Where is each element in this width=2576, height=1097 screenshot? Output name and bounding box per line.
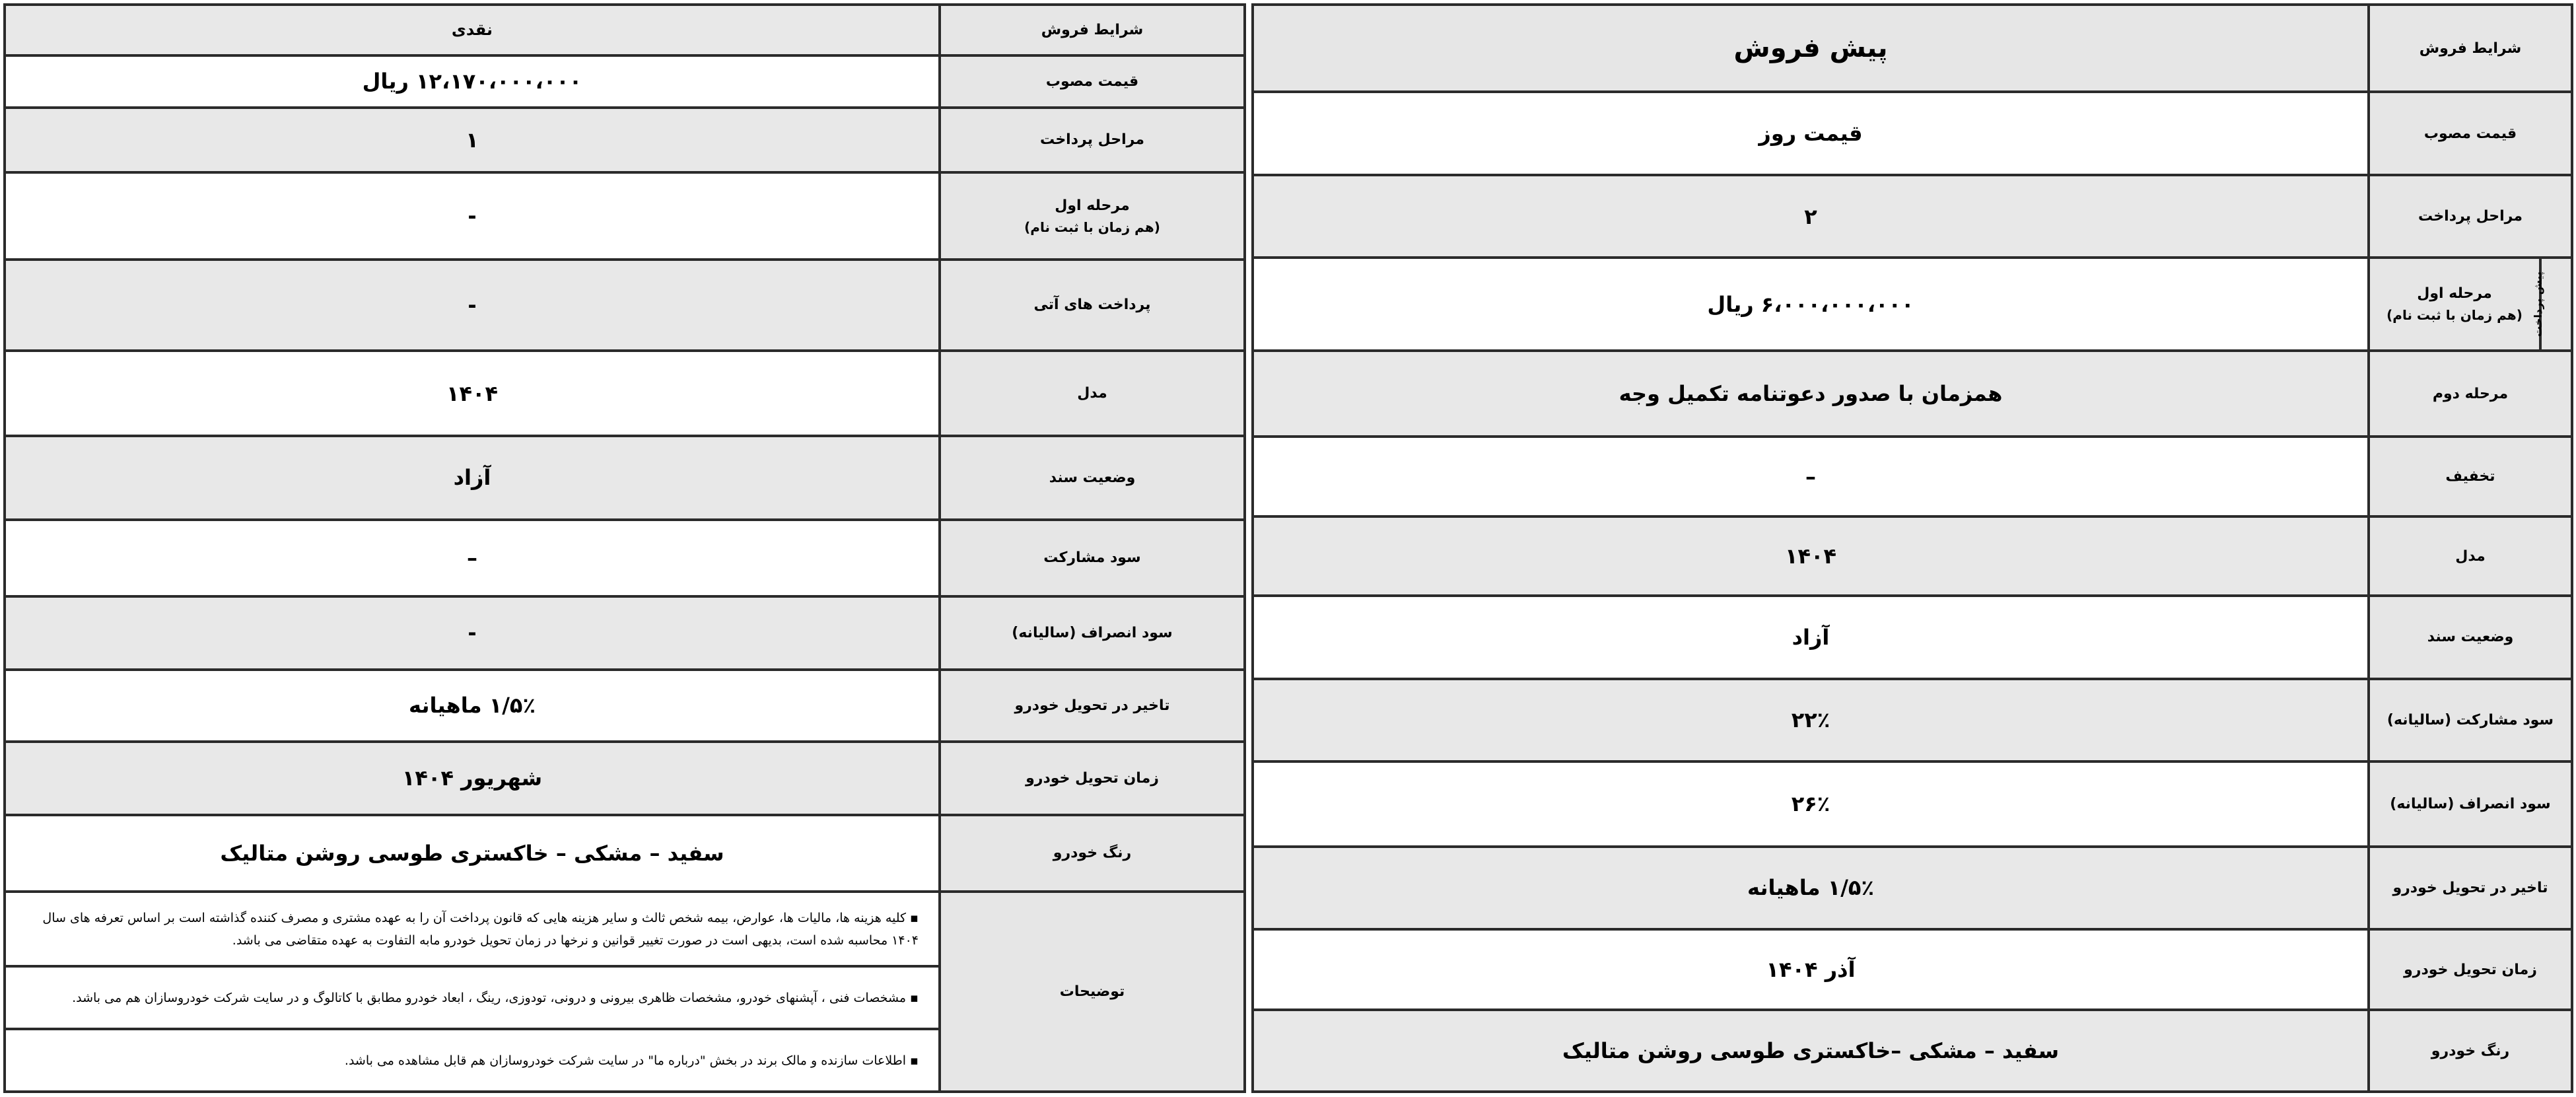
- table-row: [5, 742, 1245, 815]
- note-item: ▪ مشخصات فنی ، آپشنهای خودرو، مشخصات ظاهری بیرونی و درونی، تودوزی، رینگ ، ابعاد خودرو مطابق با کاتالوگ و در سایت شرکت خودروسازان هم می باشد.: [5, 966, 940, 1029]
- table-row: [1253, 847, 2572, 929]
- cash-delivery-delay-label: تاخیر در تحویل خودرو: [940, 670, 1245, 742]
- table-row: [5, 55, 1245, 108]
- cash-cancellation-profit-value: -: [5, 596, 940, 670]
- cash-model-label: مدل: [940, 351, 1245, 436]
- cash-delivery-time-label: زمان تحویل خودرو: [940, 742, 1245, 815]
- second-stage-label: مرحله دوم: [2369, 351, 2572, 437]
- discount-label: تخفیف: [2369, 437, 2572, 516]
- approved-price-value: قیمت روز: [1253, 92, 2369, 174]
- cancellation-profit-value: ۲۶٪: [1253, 761, 2369, 846]
- delivery-delay-value: ۱/۵٪ ماهیانه: [1253, 847, 2369, 929]
- table-row: [1253, 596, 2572, 678]
- delivery-time-label: زمان تحویل خودرو: [2369, 929, 2572, 1010]
- table-row: [1253, 258, 2572, 351]
- table-row: [1253, 437, 2572, 516]
- table-row: [5, 351, 1245, 436]
- table-row: [5, 172, 1245, 259]
- cash-notes-label: توضیحات: [940, 892, 1245, 1092]
- participation-profit-value: ۲۲٪: [1253, 679, 2369, 761]
- payment-stages-label: مراحل پرداخت: [2369, 175, 2572, 258]
- approved-price-label: قیمت مصوب: [2369, 92, 2572, 174]
- color-value: سفید – مشکی –خاکستری طوسی روشن متالیک: [1253, 1010, 2369, 1092]
- table-row: [1253, 516, 2572, 596]
- table-row: [5, 5, 1245, 55]
- cash-color-value: سفید – مشکی – خاکستری طوسی روشن متالیک: [5, 815, 940, 892]
- table-row: [5, 815, 1245, 892]
- sale-terms-value: پیش فروش: [1253, 5, 2369, 92]
- cash-future-payments-value: -: [5, 260, 940, 351]
- first-stage-label: مرحله اول (هم زمان با ثبت نام): [2369, 258, 2540, 351]
- cash-first-stage-value: -: [5, 172, 940, 259]
- cash-delivery-delay-value: ۱/۵٪ ماهیانه: [5, 670, 940, 742]
- cash-first-stage-label: مرحله اول (هم زمان با ثبت نام): [940, 172, 1245, 259]
- model-label: مدل: [2369, 516, 2572, 596]
- delivery-time-value: آذر ۱۴۰۴: [1253, 929, 2369, 1010]
- first-stage-value: ۶،۰۰۰،۰۰۰،۰۰۰ ریال: [1253, 258, 2369, 351]
- table-row: [5, 108, 1245, 173]
- table-row: [5, 436, 1245, 519]
- second-stage-value: همزمان با صدور دعوتنامه تکمیل وجه: [1253, 351, 2369, 437]
- doc-status-label: وضعیت سند: [2369, 596, 2572, 678]
- table-row: [5, 596, 1245, 670]
- table-row: [5, 892, 1245, 966]
- table-row: [1253, 761, 2572, 846]
- table-row: [1253, 351, 2572, 437]
- table-row: [1253, 1010, 2572, 1092]
- cancellation-profit-label: سود انصراف (سالیانه): [2369, 761, 2572, 846]
- cash-payment-stages-label: مراحل پرداخت: [940, 108, 1245, 173]
- cash-approved-price-value: ۱۲،۱۷۰،۰۰۰،۰۰۰ ریال: [5, 55, 940, 108]
- cash-doc-status-value: آزاد: [5, 436, 940, 519]
- prepayment-side-label: پیش پرداخت: [2540, 258, 2572, 351]
- table-row: [1253, 175, 2572, 258]
- cash-future-payments-label: پرداخت های آتی: [940, 260, 1245, 351]
- cash-table: [3, 3, 1246, 1093]
- cash-participation-profit-label: سود مشارکت: [940, 520, 1245, 596]
- cash-payment-stages-value: ۱: [5, 108, 940, 173]
- sale-terms-label: شرایط فروش: [2369, 5, 2572, 92]
- note-item: ▪ اطلاعات سازنده و مالک برند در بخش "درباره ما" در سایت شرکت خودروسازان هم قابل مشاهده می باشد.: [5, 1029, 940, 1092]
- table-row: [5, 520, 1245, 596]
- note-item: ▪ کلیه هزینه ها، مالیات ها، عوارض، بیمه شخص ثالث و سایر هزینه هایی که قانون پرداخت آن را به عهده مشتری و مصرف کننده گذاشته است بر اساس تعرفه های سال ۱۴۰۴ محاسبه شده است، بدیهی است در صورت تغییر قوانین و نرخها در زمان تحویل خودرو مابه التفاوت به عهده متقاضی می باشد.: [5, 892, 940, 966]
- payment-stages-value: ۲: [1253, 175, 2369, 258]
- presale-table: [1251, 3, 2573, 1093]
- table-row: [1253, 5, 2572, 92]
- table-row: [1253, 679, 2572, 761]
- cash-sale-terms-value: نقدی: [5, 5, 940, 55]
- cash-cancellation-profit-label: سود انصراف (سالیانه): [940, 596, 1245, 670]
- table-row: [5, 670, 1245, 742]
- table-row: [5, 260, 1245, 351]
- cash-doc-status-label: وضعیت سند: [940, 436, 1245, 519]
- color-label: رنگ خودرو: [2369, 1010, 2572, 1092]
- cash-approved-price-label: قیمت مصوب: [940, 55, 1245, 108]
- cash-delivery-time-value: شهریور ۱۴۰۴: [5, 742, 940, 815]
- discount-value: –: [1253, 437, 2369, 516]
- cash-color-label: رنگ خودرو: [940, 815, 1245, 892]
- delivery-delay-label: تاخیر در تحویل خودرو: [2369, 847, 2572, 929]
- participation-profit-label: سود مشارکت (سالیانه): [2369, 679, 2572, 761]
- cash-sale-terms-label: شرایط فروش: [940, 5, 1245, 55]
- cash-model-value: ۱۴۰۴: [5, 351, 940, 436]
- table-row: [1253, 92, 2572, 174]
- doc-status-value: آزاد: [1253, 596, 2369, 678]
- table-row: [1253, 929, 2572, 1010]
- cash-participation-profit-value: –: [5, 520, 940, 596]
- model-value: ۱۴۰۴: [1253, 516, 2369, 596]
